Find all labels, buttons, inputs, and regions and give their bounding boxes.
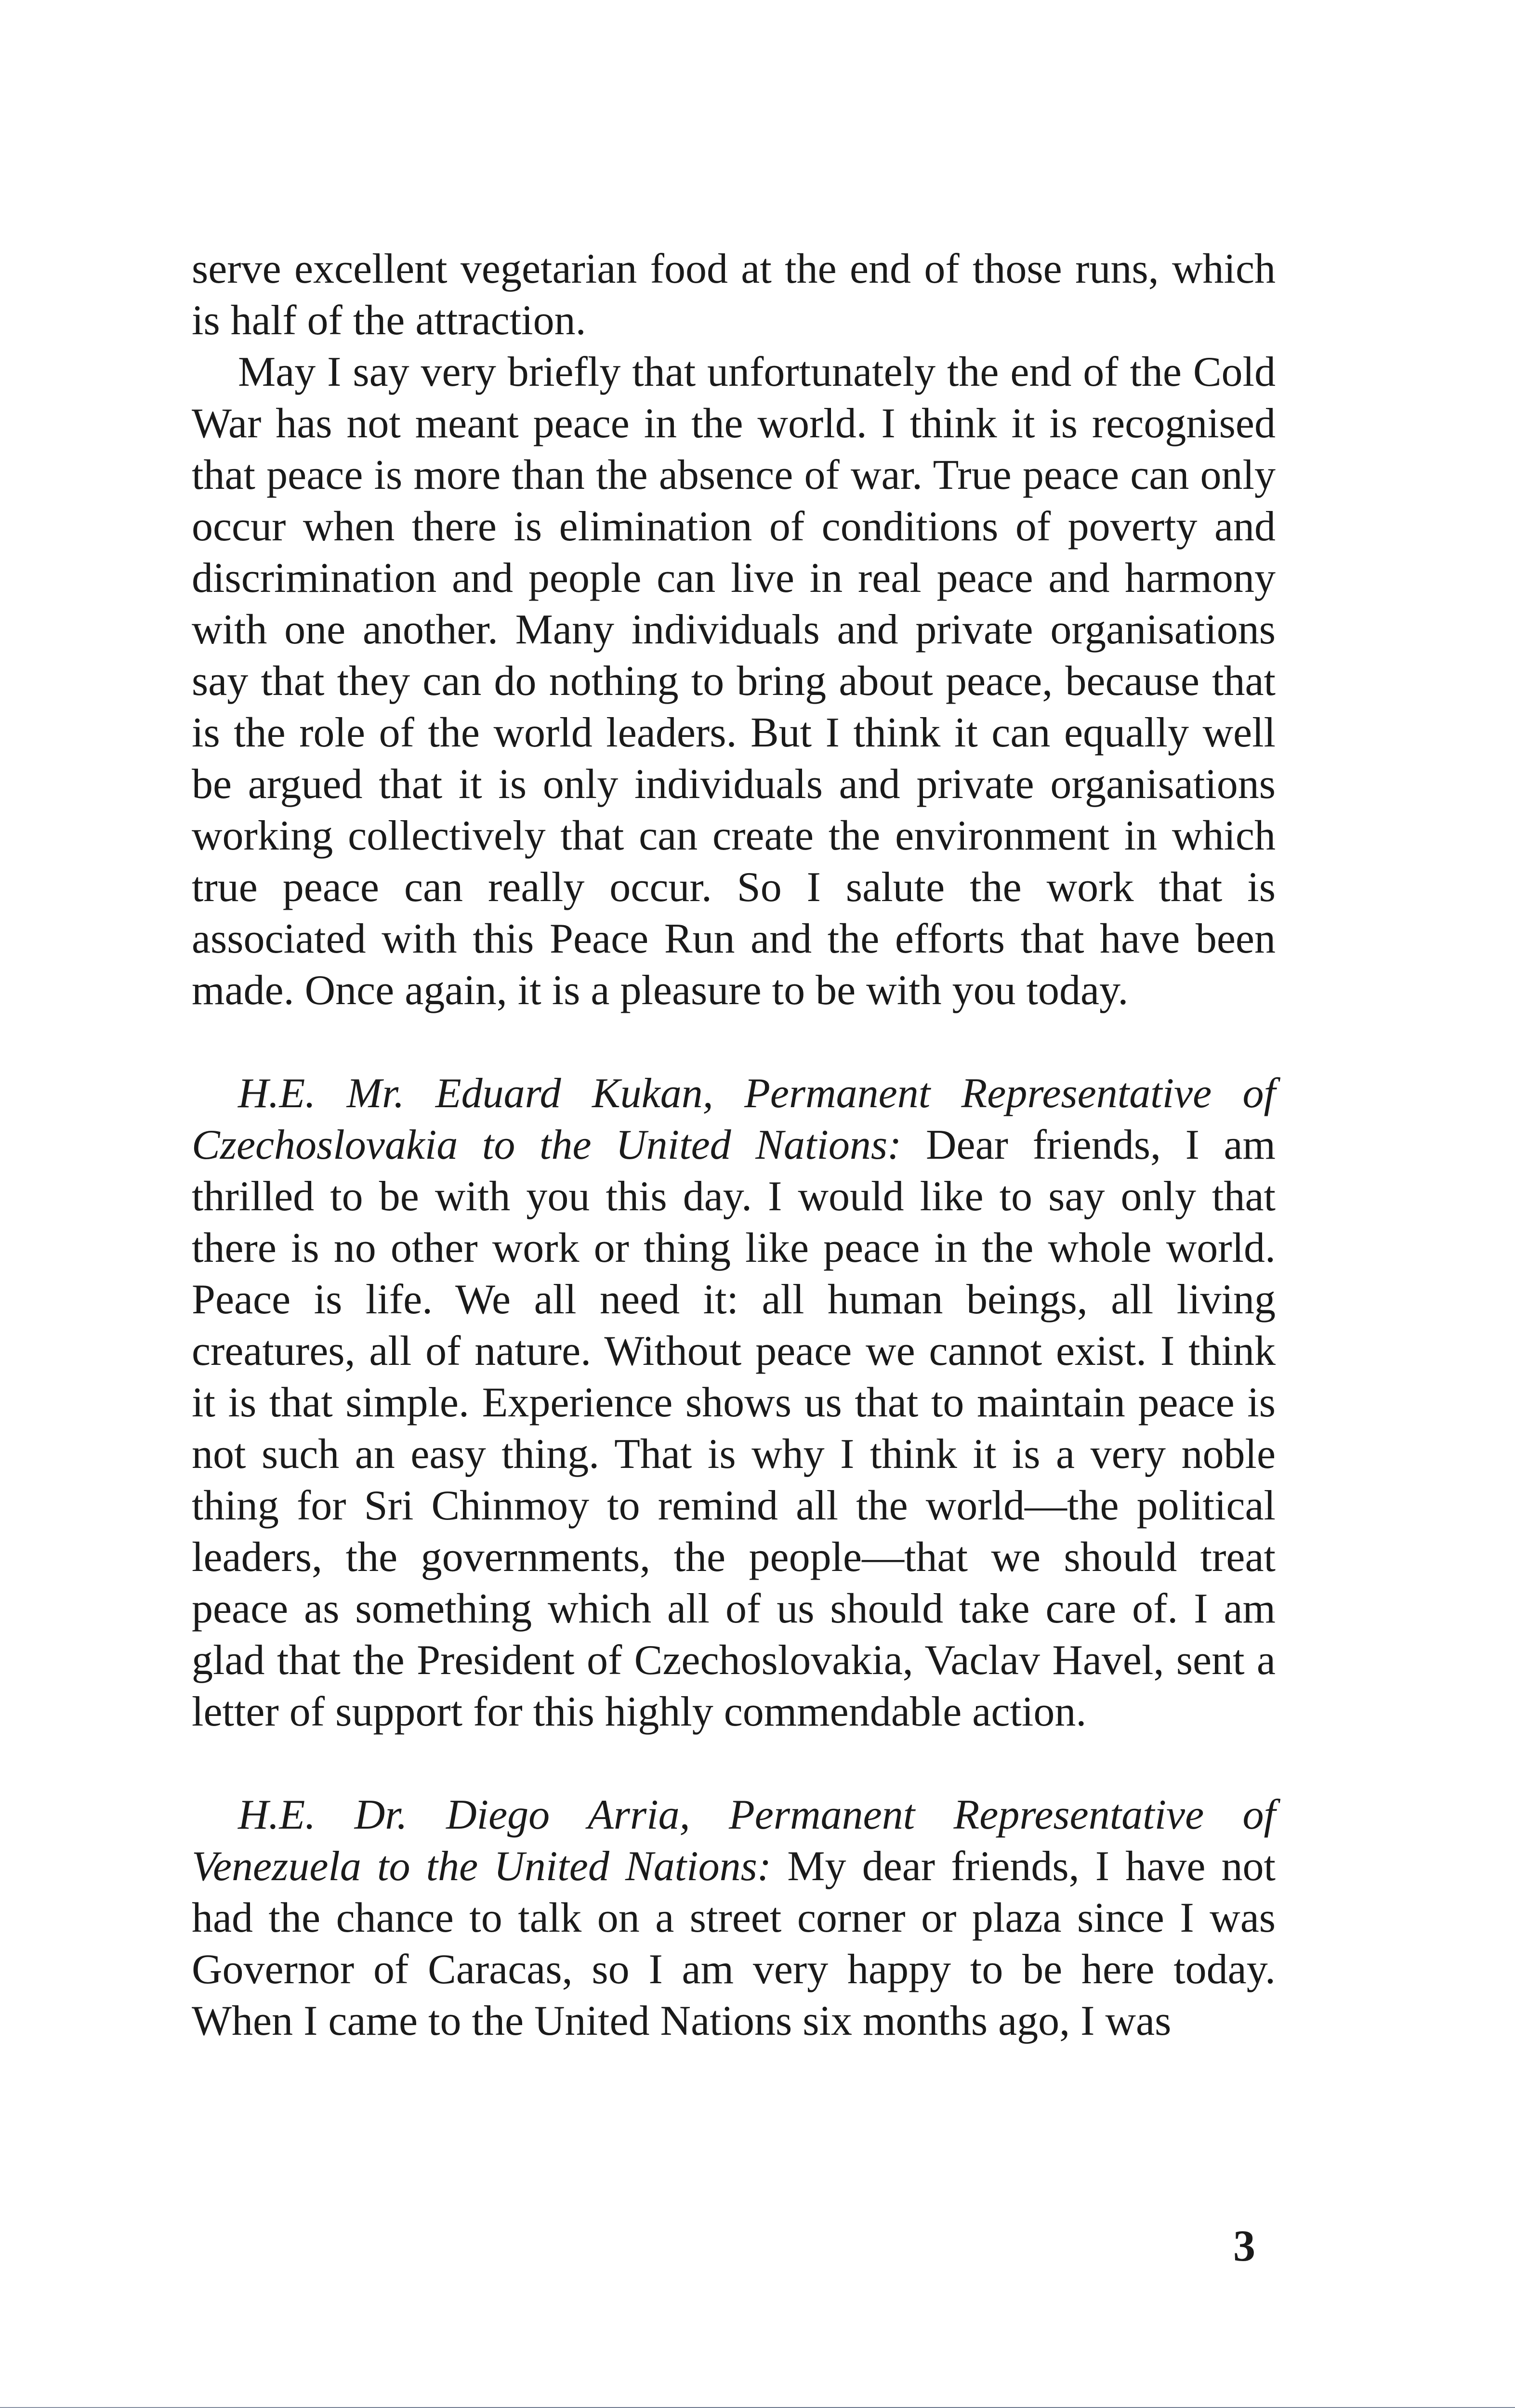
speech-arria: [192, 1789, 1276, 2047]
page-number: 3: [1233, 2221, 1255, 2270]
speaker-kukan: H.E. Mr. Eduard Kukan, Permanent Representative of Czechoslovakia to the United Nations:: [192, 1070, 1276, 1168]
speech-arria-text: My dear friends, I have not had the chance to talk on a street corner or plaza since I was Governor of Caracas, so I am very happy to be here today. When I came to the United Nations six months ago, I was: [192, 1843, 1276, 2044]
speech-kukan-text: Dear friends, I am thrilled to be with you this day. I would like to say only that there is no other work or thing like peace in the whole world. Peace is life. We all need it: all human beings, all living creatures, all of nature. Without peace we cannot exist. I think it is that simple. Experience shows us that to maintain peace is not such an easy thing. That is why I think it is a very noble thing for Sri Chinmoy to remind all the world—the political leaders, the governments, the people—that we should treat peace as something which all of us should take care of. I am glad that the President of Czechoslovakia, Vaclav Havel, sent a letter of support for this highly commendable action.: [192, 1122, 1276, 1735]
paragraph-cold-war: May I say very briefly that unfortunately the end of the Cold War has not meant peace in the world. I think it is recognised that peace is more than the absence of war. True peace can only occur when there is elimination of conditions of poverty and discrimination and people can live in real peace and harmony with one another. Many individuals and private organisations say that they can do nothing to bring about peace, because that is the role of the world leaders. But I think it can equally well be argued that it is only individuals and private organisations working collectively that can create the environment in which true peace can really occur. So I salute the work that is associated with this Peace Run and the efforts that have been made. Once again, it is a pleasure to be with you today.: [192, 349, 1276, 1014]
paragraph-continued: serve excellent vegetarian food at the end of those runs, which is half of the attraction.: [192, 246, 1276, 344]
speech-kukan: [192, 1068, 1276, 1738]
speaker-arria: H.E. Dr. Diego Arria, Permanent Representative of Venezuela to the United Nations:: [192, 1792, 1276, 1890]
page-body: [192, 243, 1276, 2047]
